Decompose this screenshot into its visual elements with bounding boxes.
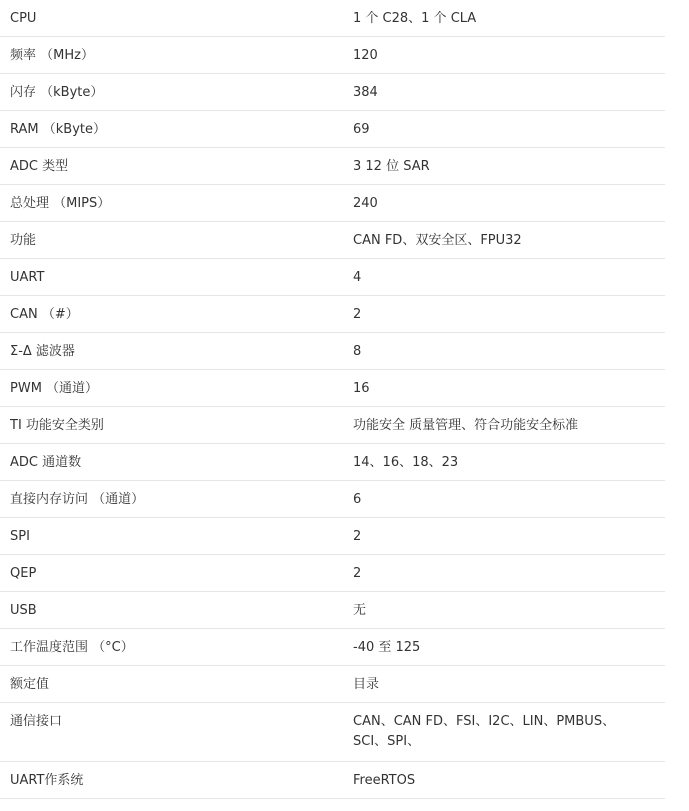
spec-value: 2	[353, 307, 362, 322]
spec-row-frequency	[0, 37, 665, 74]
spec-value: 2	[353, 566, 362, 581]
spec-label: 工作温度范围 （°C）	[10, 640, 134, 655]
spec-value: 16	[353, 381, 370, 396]
spec-value: 120	[353, 48, 378, 63]
spec-row-can	[0, 296, 665, 333]
spec-row-total-processing	[0, 185, 665, 222]
spec-value: CAN、CAN FD、FSI、I2C、LIN、PMBUS、SCI、SPI、	[353, 714, 616, 749]
spec-row-rating	[0, 666, 665, 703]
spec-label: ADC 通道数	[10, 455, 82, 470]
spec-label: UART作系统	[10, 773, 84, 788]
spec-value: 目录	[353, 677, 380, 692]
spec-value: 无	[353, 603, 367, 618]
spec-label: SPI	[10, 529, 30, 544]
spec-row-qep	[0, 555, 665, 592]
spec-row-dma	[0, 481, 665, 518]
spec-value: 6	[353, 492, 362, 507]
spec-label: 频率 （MHz）	[10, 48, 94, 63]
spec-value: 4	[353, 270, 362, 285]
spec-label: Σ-Δ 滤波器	[10, 344, 75, 359]
spec-value: 2	[353, 529, 362, 544]
spec-row-sigma-delta	[0, 333, 665, 370]
spec-label: UART	[10, 270, 45, 285]
spec-label: RAM （kByte）	[10, 122, 106, 137]
spec-row-usb	[0, 592, 665, 629]
spec-label: PWM （通道）	[10, 381, 99, 396]
spec-label: USB	[10, 603, 37, 618]
spec-row-features	[0, 222, 665, 259]
spec-row-uart	[0, 259, 665, 296]
spec-label: 直接内存访问 （通道）	[10, 492, 145, 507]
spec-value: FreeRTOS	[353, 773, 416, 788]
spec-label: 闪存 （kByte）	[10, 85, 104, 100]
spec-value: 384	[353, 85, 378, 100]
spec-row-comm-interfaces	[0, 703, 665, 762]
spec-value: -40 至 125	[353, 640, 421, 655]
spec-row-functional-safety	[0, 407, 665, 444]
spec-row-pwm	[0, 370, 665, 407]
spec-label: 总处理 （MIPS）	[10, 196, 111, 211]
spec-value: 240	[353, 196, 378, 211]
spec-value: 3 12 位 SAR	[353, 159, 430, 174]
spec-label: 额定值	[10, 677, 50, 692]
spec-label: TI 功能安全类别	[10, 418, 104, 433]
spec-value: 8	[353, 344, 362, 359]
spec-value: 14、16、18、23	[353, 455, 459, 470]
spec-row-cpu	[0, 0, 665, 37]
spec-row-spi	[0, 518, 665, 555]
spec-row-ram	[0, 111, 665, 148]
spec-label: CAN （#）	[10, 307, 79, 322]
spec-label: ADC 类型	[10, 159, 69, 174]
spec-label: 通信接口	[10, 714, 63, 729]
spec-label: 功能	[10, 233, 37, 248]
spec-row-adc-type	[0, 148, 665, 185]
spec-value: 功能安全 质量管理、符合功能安全标准	[353, 418, 579, 433]
spec-value: 1 个 C28、1 个 CLA	[353, 11, 477, 26]
spec-row-operating-temp	[0, 629, 665, 666]
spec-label: CPU	[10, 11, 37, 26]
spec-value: 69	[353, 122, 370, 137]
spec-label: QEP	[10, 566, 37, 581]
spec-value: CAN FD、双安全区、FPU32	[353, 233, 522, 248]
spec-row-os	[0, 762, 665, 799]
spec-row-adc-channels	[0, 444, 665, 481]
spec-row-flash	[0, 74, 665, 111]
